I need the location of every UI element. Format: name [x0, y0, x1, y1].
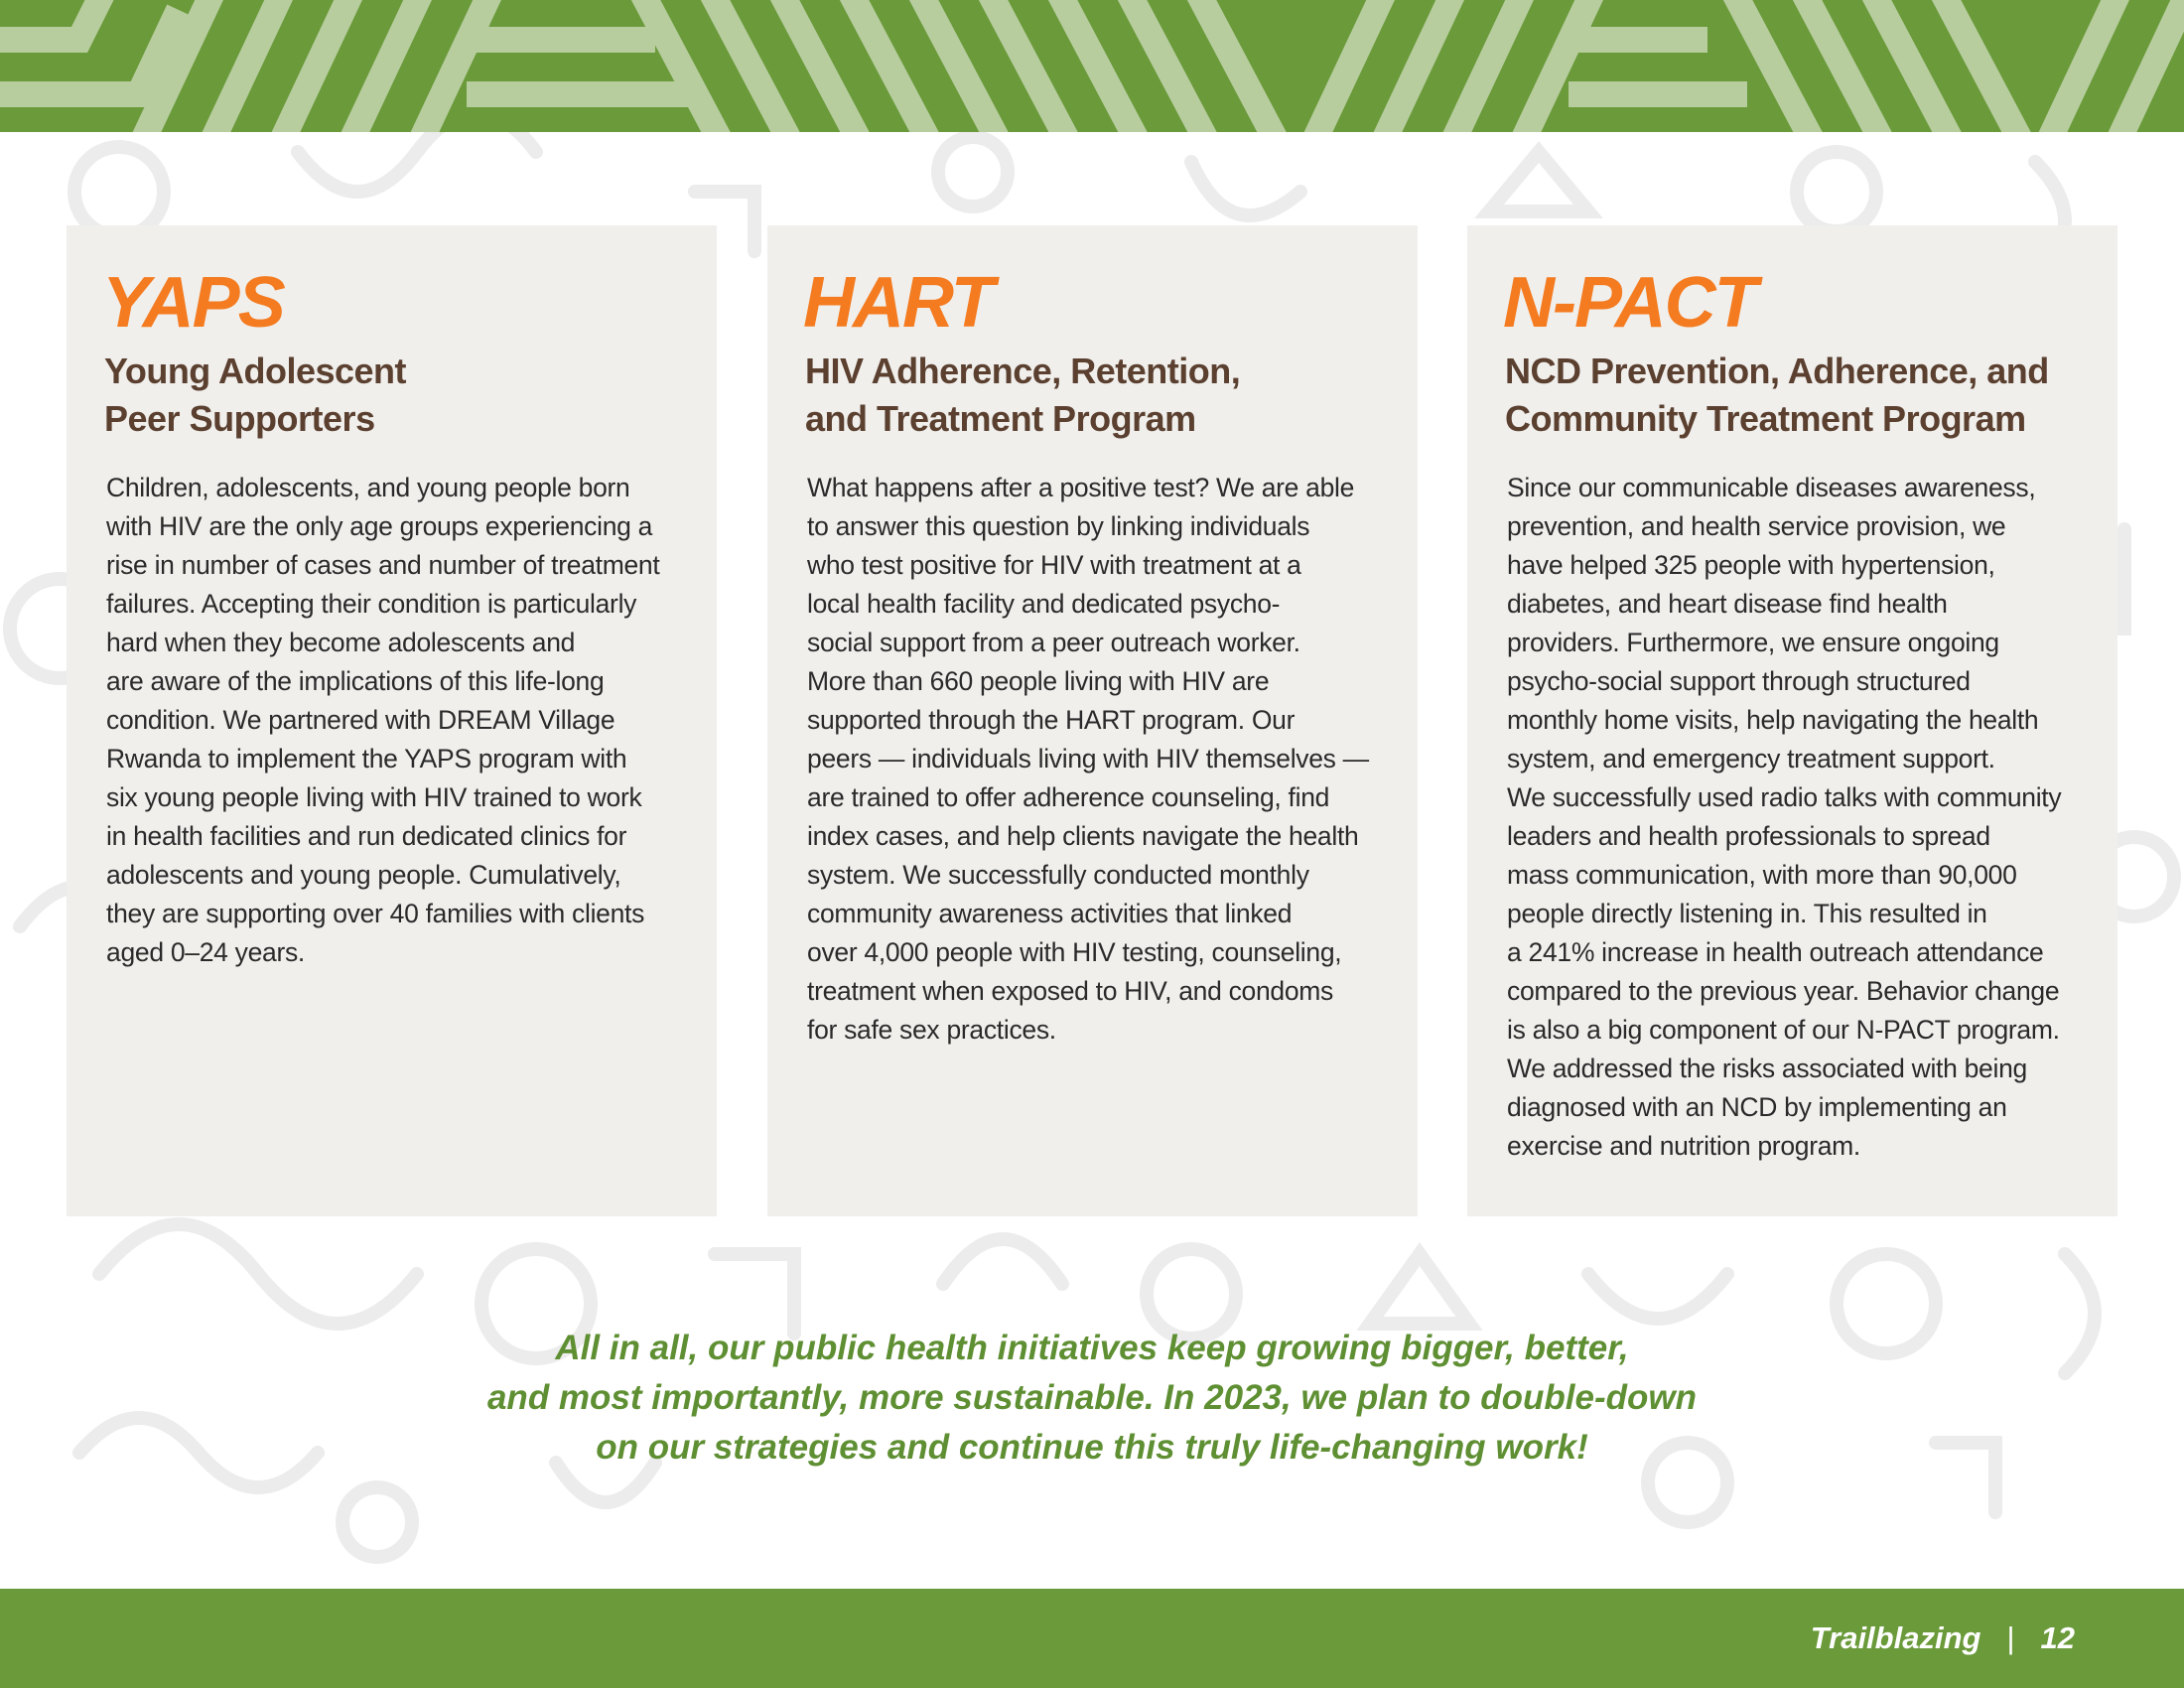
body-line: What happens after a positive test? We are able	[807, 473, 1355, 502]
body-line: who test positive for HIV with treatment at a	[807, 550, 1301, 580]
card-body-text	[1507, 469, 2061, 1166]
body-line: providers. Furthermore, we ensure ongoing	[1507, 628, 1999, 657]
footer-separator: |	[2006, 1620, 2015, 1655]
body-line: We addressed the risks associated with being	[1507, 1054, 2027, 1083]
subtitle-line: NCD Prevention, Adherence, and	[1505, 351, 2049, 391]
body-line: system, and emergency treatment support.	[1507, 744, 1995, 774]
chevron-stripes	[0, 0, 2184, 132]
card-acronym: N-PACT	[1503, 263, 1756, 343]
body-line: condition. We partnered with DREAM Village	[106, 705, 615, 735]
closing-line: and most importantly, more sustainable. In 2023, we plan to double-down	[486, 1378, 1698, 1417]
body-line: are trained to offer adherence counseling, find	[807, 782, 1330, 812]
body-line: six young people living with HIV trained to work	[106, 782, 642, 812]
body-line: with HIV are the only age groups experiencing a	[106, 511, 653, 541]
body-line: prevention, and health service provision, we	[1507, 511, 2006, 541]
body-line: adolescents and young people. Cumulatively,	[106, 860, 621, 890]
subtitle-line: and Treatment Program	[805, 398, 1196, 439]
card-acronym: HART	[803, 263, 993, 343]
body-line: hard when they become adolescents and	[106, 628, 576, 657]
body-line: leaders and health professionals to spread	[1507, 821, 1990, 851]
body-line: exercise and nutrition program.	[1507, 1131, 1860, 1161]
closing-line: on our strategies and continue this truly life-changing work!	[596, 1428, 1588, 1467]
card-hart	[767, 225, 1418, 1216]
card-yaps	[67, 225, 717, 1216]
body-line: rise in number of cases and number of treatment	[106, 550, 660, 580]
closing-statement	[0, 1324, 2184, 1473]
card-subtitle	[1505, 348, 2049, 443]
body-line: in health facilities and run dedicated clinics for	[106, 821, 627, 851]
footer-bar	[0, 1589, 2184, 1688]
body-line: over 4,000 people with HIV testing, counseling,	[807, 937, 1342, 967]
body-line: Children, adolescents, and young people born	[106, 473, 630, 502]
card-subtitle	[805, 348, 1240, 443]
card-n-pact	[1467, 225, 2117, 1216]
page-number: 12	[2040, 1620, 2075, 1655]
body-line: a 241% increase in health outreach attendance	[1507, 937, 2044, 967]
subtitle-line: HIV Adherence, Retention,	[805, 351, 1241, 391]
body-line: they are supporting over 40 families with clients	[106, 899, 645, 928]
card-subtitle	[104, 348, 406, 443]
body-line: Since our communicable diseases awareness,	[1507, 473, 2036, 502]
footer-section-name: Trailblazing	[1810, 1620, 1981, 1655]
body-line: for safe sex practices.	[807, 1015, 1056, 1045]
body-line: compared to the previous year. Behavior change	[1507, 976, 2060, 1006]
body-line: people directly listening in. This resulted in	[1507, 899, 1987, 928]
body-line: aged 0–24 years.	[106, 937, 305, 967]
body-line: supported through the HART program. Our	[807, 705, 1296, 735]
body-line: local health facility and dedicated psycho-	[807, 589, 1281, 619]
subtitle-line: Young Adolescent	[104, 351, 407, 391]
top-stripe-banner	[0, 0, 2184, 132]
footer-label	[1811, 1618, 2075, 1658]
body-line: psycho-social support through structured	[1507, 666, 1971, 696]
body-line: diagnosed with an NCD by implementing an	[1507, 1092, 2007, 1122]
body-line: More than 660 people living with HIV are	[807, 666, 1270, 696]
card-body-text	[807, 469, 1369, 1050]
card-acronym: YAPS	[102, 263, 284, 343]
body-line: Rwanda to implement the YAPS program with	[106, 744, 627, 774]
closing-line: All in all, our public health initiatives keep growing bigger, better,	[555, 1329, 1629, 1367]
body-line: community awareness activities that linked	[807, 899, 1293, 928]
body-line: diabetes, and heart disease find health	[1507, 589, 1948, 619]
body-line: is also a big component of our N-PACT program.	[1507, 1015, 2060, 1045]
body-line: treatment when exposed to HIV, and condoms	[807, 976, 1334, 1006]
subtitle-line: Community Treatment Program	[1505, 398, 2026, 439]
body-line: to answer this question by linking individuals	[807, 511, 1310, 541]
body-line: have helped 325 people with hypertension,	[1507, 550, 1995, 580]
body-line: failures. Accepting their condition is particularly	[106, 589, 637, 619]
body-line: mass communication, with more than 90,000	[1507, 860, 2017, 890]
body-line: monthly home visits, help navigating the health	[1507, 705, 2039, 735]
body-line: system. We successfully conducted monthly	[807, 860, 1309, 890]
body-line: index cases, and help clients navigate the health	[807, 821, 1359, 851]
body-line: peers — individuals living with HIV themselves —	[807, 744, 1369, 774]
card-body-text	[106, 469, 659, 972]
body-line: We successfully used radio talks with community	[1507, 782, 2062, 812]
body-line: social support from a peer outreach worker.	[807, 628, 1300, 657]
body-line: are aware of the implications of this life-long	[106, 666, 605, 696]
subtitle-line: Peer Supporters	[104, 398, 375, 439]
